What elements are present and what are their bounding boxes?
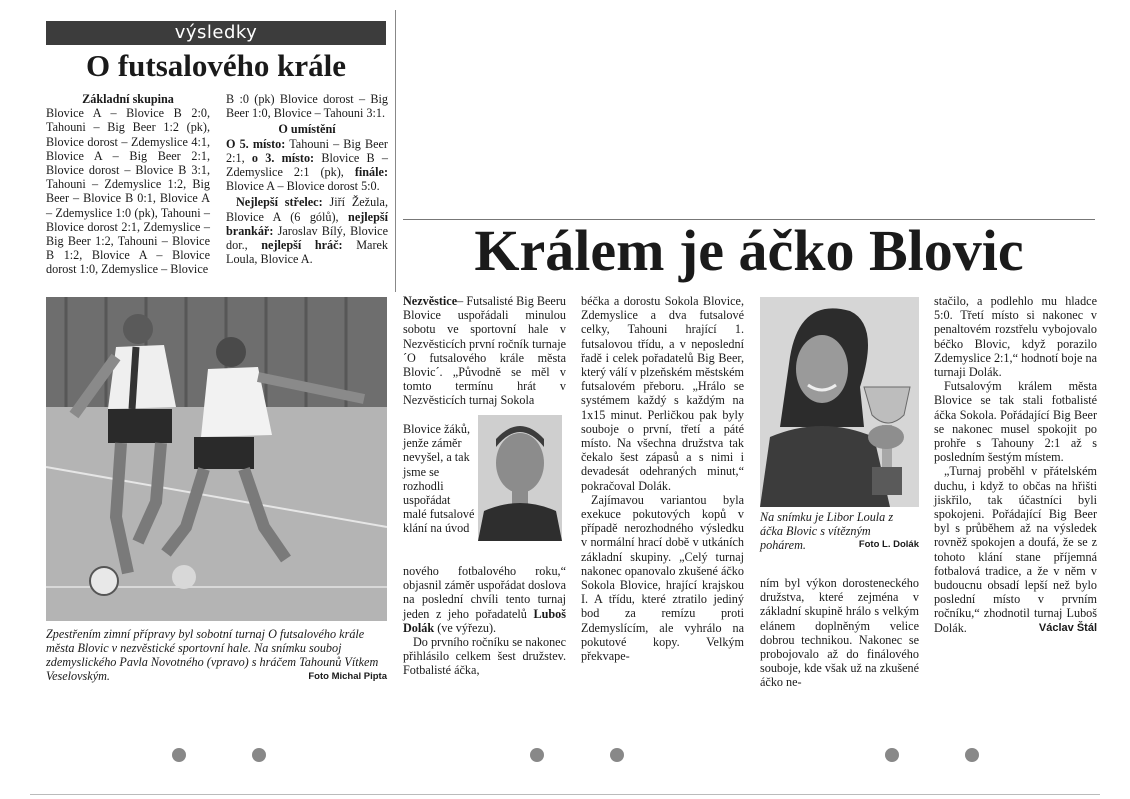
trophy-photo-credit: Foto L. Dolák — [858, 539, 919, 550]
article-column-1-bottom: nového fotbalového roku,“ objasnil záměr uspořádat doslova na poslední chvíli tento turnaj jeden z jeho pořadatelů Luboš Dolák (ve výřezu). Do prvního ročníku se nakonec přihlásilo celkem šest družstev. Fotbalisté áčka, — [403, 564, 566, 678]
article-intro: Nezvěstice– Futsalisté Big Beeru Blovice uspořádali minulou sobotu ve sportovní hale v Nezvěsticích první ročník turnaje ´O futsalového krále města Blovic´. „Původně se měl v tomto termínu hrát v Nezvěsticích turnaj Sokola — [403, 294, 566, 408]
section-tag: výsledky — [46, 21, 386, 45]
scan-hole-mark — [965, 748, 979, 762]
trophy-photo-caption: Na snímku je Libor Loula z áčka Blovic s vítězným pohárem. Foto L. Dolák — [760, 510, 919, 552]
futsal-photo-caption: Zpestřením zimní přípravy byl sobotní turnaj O futsalového krále města Blovic v nezvěstické sportovní hale. Na snímku souboj zdemyslického Pavla Novotného (vpravo) s hráčem Tahounů Vítkem Veselovským. Foto Michal Pipta — [46, 627, 387, 683]
organizer-portrait-illustration — [478, 415, 562, 541]
futsal-match-illustration — [46, 297, 387, 621]
futsal-match-photo — [46, 297, 387, 621]
dateline: Nezvěstice — [403, 294, 458, 308]
column-divider — [395, 10, 396, 292]
results-column-2 — [226, 92, 388, 266]
futsal-photo-credit: Foto Michal Pipta — [308, 671, 387, 682]
author-signature: Václav Štál — [1038, 621, 1097, 634]
article-column-1 — [403, 294, 566, 408]
basic-group-heading: Základní skupina — [82, 92, 174, 106]
article-column-4: stačilo, a podlehlo mu hladce 5:0. Třetí místo si nakonec v penaltovém rozstřelu vybojovalo béčko Blovic, když porazilo Zdemyslice 2:1,“ hodnotí boje na turnaji Dolák. Futsalovým králem města Blovice se tak stali fotbalisté áčka Sokola. Pořádající Big Beer se nakonec musel spokojit po prohře s Tahouny 2:1 až s posledním šestým místem. „Turnaj proběhl v přátelském duchu, i když to občas na hřišti jiskřilo, tak účastníci byli spokojeni. Pořádající Big Beer byl s průběhem až na výsledek rovněž spokojen a doufá, že se z tohoto klání stane příjemná fotbalová tradice, a že v něm v budoucnu obsadí lepší než bylo poslední místo v prvním ročníku,“ zhodnotil turnaj Luboš Dolák. Václav Štál — [934, 294, 1097, 635]
article-column-2: béčka a dorostu Sokola Blovice, Zdemyslice a dva futsalové celky, Tahouni hrající 1. futsalovou třídu, a v neposlední řadě i celek pořadatelů Big Beer, který válí v plzeňském městském futsalovém přeboru. „Hrálo se systémem každý s každým na 1x15 minut. Perličkou pak byly souboje o první, třetí a páté místo. Na všechna družstva tak čekalo šest zápasů a s nimi i devadesát odehraných minut,“ pokračoval Dolák. Zajímavou variantou byla exekuce pokutových kopů v případě nerozhodného výsledku v normální hrací době v utkáních základní skupiny. „Celý turnaj nakonec opanovalo zkušené áčko Sokola Blovice, hrající krajskou I. A třídu, které ztratilo jediný bod za remízu proti Zdemyslícím, ale vyhrálo na pokutové kopy. Velkým překvape- — [581, 294, 744, 664]
scan-hole-mark — [610, 748, 624, 762]
basic-group-results-cont: B :0 (pk) Blovice dorost – Big Beer 1:0, Blovice – Tahouni 3:1. — [226, 92, 388, 121]
basic-group-results: Blovice A – Blovice B 2:0, Tahouni – Big Beer 1:2 (pk), Blovice dorost – Zdemyslice 4:1, Blovice A – Big Beer 2:1, Blovice dorost – Blovice B 3:1, Tahouni – Zdemyslice 1:2, Big Beer – Blovice B 0:1, Blovice A – Zdemyslice 1:0 (pk), Tahouni – Blovice dorost 2:1, Zdemyslice – Big Beer 1:2, Tahouni – Blovice B 1:2, Blovice A – Blovice dorost 1:0, Zdemyslice – Blovice — [46, 106, 210, 277]
placement-heading: O umístění — [278, 122, 336, 137]
article-column-1-wrap: Blovice žáků, jenže záměr nevyšel, a tak jsme se rozhodli uspořádat malé futsalové klání na úvod — [403, 422, 475, 536]
scan-hole-mark — [885, 748, 899, 762]
scan-hole-mark — [172, 748, 186, 762]
scan-hole-mark — [530, 748, 544, 762]
page-edge-line — [30, 794, 1100, 795]
organizer-name: Luboš Dolák — [403, 606, 566, 635]
awards-text: Nejlepší střelec: Jiří Žežula, Blovice A (6 gólů), nejlepší brankář: Jaroslav Bílý, Blovice dor., nejlepší hráč: Marek Loula, Blovice A. — [226, 195, 389, 267]
scan-hole-mark — [252, 748, 266, 762]
placement-results: O 5. místo: Tahouni – Big Beer 2:1, o 3. místo: Blovice B – Zdemyslice 2:1 (pk), finále: Blovice A – Blovice dorost 5:0. — [226, 136, 388, 194]
main-headline: Králem je áčko Blovic — [474, 218, 1024, 283]
trophy-winner-illustration — [760, 297, 919, 507]
article-column-3: ním byl výkon dorosteneckého družstva, které zejména v základní skupině hrálo s velkým elánem doplněným velice dobrou technikou. Nakonec se probojovalo až do finálového souboje, kde však už na zkušené áčko ne- — [760, 576, 919, 690]
trophy-winner-photo — [760, 297, 919, 507]
results-headline: O futsalového krále — [85, 48, 347, 83]
organizer-portrait — [478, 415, 562, 541]
results-column-1 — [46, 92, 210, 277]
